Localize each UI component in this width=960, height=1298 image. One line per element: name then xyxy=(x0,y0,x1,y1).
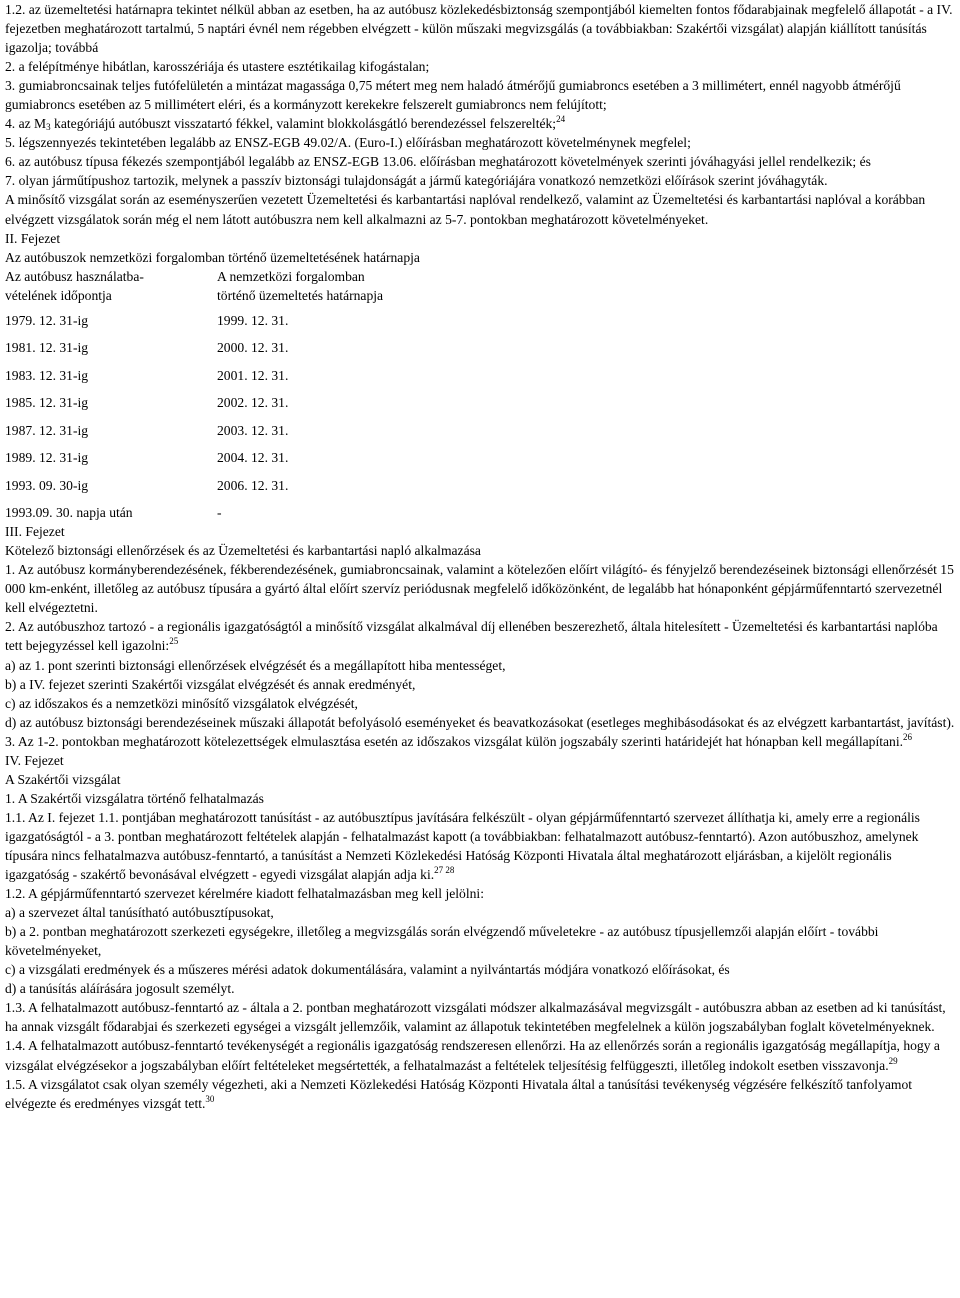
iv-1-5-text: 1.5. A vizsgálatot csak olyan személy végezheti, aki a Nemzeti Közlekedési Hatóság Központi Hivatala által a tanúsítási tevékenység végzésére felkészítő tanfolyamot elvégezte és eredményes vizsgát tett. xyxy=(5,1076,913,1111)
list-item-b: b) a 2. pontban meghatározott szerkezeti egységekre, illetőleg a megvizsgálás során elvégzendő műveletekre - az autóbusz típusjellemzői alapján előírt - további követelményeket, xyxy=(5,924,879,959)
table-row xyxy=(5,421,617,449)
chapter-ii-title: Az autóbuszok nemzetközi forgalomban történő üzemeltetésének határnapja xyxy=(5,249,420,265)
table-cell: 1993. 09. 30-ig xyxy=(5,477,89,493)
table-cell: 1985. 12. 31-ig xyxy=(5,395,89,411)
list-item-d: d) az autóbusz biztonsági berendezéseinek műszaki állapotát befolyásoló eseményeket és beavatkozásokat (esetleges meghibásodásokat és az elvégzett karbantartást, javítást). xyxy=(5,714,955,730)
paragraph-1-2: 1.2. az üzemeltetési határnapra tekintet nélkül abban az esetben, ha az autóbusz közlekedésbiztonság szempontjából kiemelten fontos fődarabjainak megfelelő állapotát - a IV. fejezetben meghatározott tartalmú, 5 naptári évnél nem régebben elvégzett - külön műszaki megvizsgálás (a továbbiakban: Szakértői vizsgálat) alapján kiállított tanúsítás igazolja; továbbá xyxy=(5,2,953,56)
paragraph-iv-1-3: 1.3. A felhatalmazott autóbusz-fenntartó az - általa a 2. pontban meghatározott vizsgálati módszer alkalmazásával megvizsgált - autóbuszra abban az esetben ad ki tanúsítást, ha annak vizsgált fődarabjai és szerkezeti egységei a vizsgált jellemzőik, valamint az állapotuk tekintetében megfelelnek a külön jogszabályban foglalt követelményeknek. xyxy=(5,1000,946,1035)
paragraph-iv-1-1 xyxy=(5,808,956,884)
chapter-iii-title: Kötelező biztonsági ellenőrzések és az Üzemeltetési és karbantartási napló alkalmazása xyxy=(5,543,481,559)
list-item-d: d) a tanúsítás aláírására jogosult személyt. xyxy=(5,981,235,997)
paragraph-iv-1-4 xyxy=(5,1036,956,1074)
iii-3-text: 3. Az 1-2. pontokban meghatározott kötelezettségek elmulasztása esetén az időszakos vizsgálat külön jogszabály szerinti határidejét hat hónapban kell megállapítani. xyxy=(5,733,904,749)
paragraph-iii-1: 1. Az autóbusz kormányberendezésének, fékberendezésének, gumiabroncsainak, valamint a kötelezően előírt világító- és fényjelző berendezéseinek biztonsági ellenőrzését 15 000 km-enként, illetőleg az autóbusz típusára a gyártó által előírt szervíz periódusnak megfelelő időközönként, de legalább hat hónaponként gépjárműfenntartó szervezetnél kell elvégeztetni. xyxy=(5,562,954,616)
footnote-ref-24: 24 xyxy=(556,114,566,125)
list-item-a: a) az 1. pont szerinti biztonsági ellenőrzések elvégzését és a megállapított hiba mentességet, xyxy=(5,657,506,673)
table-cell: 2000. 12. 31. xyxy=(217,340,289,356)
paragraph-qualification-note: A minősítő vizsgálat során az eseményszerűen vezetett Üzemeltetési és karbantartási naplóval rendelkező, valamint az Üzemeltetési és karbantartási naplóval a korábban elvégzett vizsgálatok során még el nem látott autóbuszra nem kell alkalmazni az 5-7. pontokban meghatározott követelményeket. xyxy=(5,192,926,227)
footnote-ref-25: 25 xyxy=(169,636,179,647)
footnote-ref-30: 30 xyxy=(205,1093,215,1104)
paragraph-iii-3 xyxy=(5,732,956,751)
header-col1-line1: Az autóbusz használatba- xyxy=(5,268,144,284)
table-cell: 1983. 12. 31-ig xyxy=(5,367,89,383)
table-cell: - xyxy=(217,505,222,521)
table-row xyxy=(5,311,617,339)
item4-text-end: kategóriájú autóbuszt visszatartó fékkel, valamint blokkolásgátló berendezéssel felszerelték; xyxy=(50,116,557,132)
iv-1-1-text: 1.1. Az I. fejezet 1.1. pontjában meghatározott tanúsítást - az autóbusztípus javítására felkészült - olyan gépjárműfenntartó szervezet állíthatja ki, amely erre a regionális igazgatóságtól - a 3. pontban meghatározott feltételek alapján - felhatalmazást kapott (a továbbiakban: felhatalmazott autóbusz-fenntartó). Azon autóbuszhoz, amelynek típusára nincs felhatalmazva autóbusz-fenntartó, a tanúsítást a Nemzeti Közlekedési Hatóság Központi Hivatala által meghatározott eljárásban, a kijelölt regionális igazgatóság - szakértő bevonásával elvégzett - egyedi vizsgálat alapján adja ki. xyxy=(5,809,920,883)
header-col2-line2: történő üzemeltetés határnapja xyxy=(217,287,384,303)
chapter-ii-heading: II. Fejezet xyxy=(5,230,61,246)
table-row xyxy=(5,393,617,421)
deadline-table xyxy=(5,267,617,523)
section-iv-1-heading: 1. A Szakértői vizsgálatra történő felhatalmazás xyxy=(5,790,264,806)
table-cell: 1981. 12. 31-ig xyxy=(5,340,89,356)
footnote-ref-26: 26 xyxy=(903,731,913,742)
table-cell: 2002. 12. 31. xyxy=(217,395,289,411)
table-cell: 1979. 12. 31-ig xyxy=(5,312,89,328)
table-cell: 2003. 12. 31. xyxy=(217,422,289,438)
paragraph-iv-1-5 xyxy=(5,1075,956,1113)
iv-1-4-text: 1.4. A felhatalmazott autóbusz-fenntartó tevékenységét a regionális igazgatóság rendszeresen ellenőrzi. Ha az ellenőrzés során a regionális igazgatóság megállapítja, hogy a vizsgálat elvégzésekor a jogszabályban előírt feltételeket megsértették, a felhatalmazást a feltételek teljesítésig felfüggeszti, illetőleg indokolt esetben visszavonja. xyxy=(5,1038,940,1073)
table-row xyxy=(5,476,617,504)
table-row xyxy=(5,448,617,476)
table-cell: 2004. 12. 31. xyxy=(217,450,289,466)
list-item-c: c) az időszakos és a nemzetközi minősítő vizsgálatok elvégzését, xyxy=(5,695,358,711)
header-col2-line1: A nemzetközi forgalomban xyxy=(217,268,365,284)
chapter-iii-heading: III. Fejezet xyxy=(5,524,65,540)
iii-2-text: 2. Az autóbuszhoz tartozó - a regionális igazgatóságtól a minősítő vizsgálat alkalmával díj ellenében beszerezhető, általa hitelesített - Üzemeltetési és karbantartási naplóba tett bejegyzéssel kell igazolni: xyxy=(5,619,938,654)
list-item-b: b) a IV. fejezet szerinti Szakértői vizsgálat elvégzését és annak eredményét, xyxy=(5,676,416,692)
paragraph-item-4 xyxy=(5,114,956,133)
footnote-ref-27-28: 27 28 xyxy=(434,865,455,876)
chapter-iv-heading: IV. Fejezet xyxy=(5,752,64,768)
table-cell: 1989. 12. 31-ig xyxy=(5,450,89,466)
table-header-cell xyxy=(5,267,217,311)
m3-subscript: 3 xyxy=(46,122,51,133)
paragraph-iii-2 xyxy=(5,617,956,655)
footnote-ref-29: 29 xyxy=(888,1055,898,1066)
paragraph-iv-1-2: 1.2. A gépjárműfenntartó szervezet kérelmére kiadott felhatalmazásban meg kell jelölni: xyxy=(5,886,484,902)
table-cell: 2006. 12. 31. xyxy=(217,477,289,493)
header-col1-line2: vételének időpontja xyxy=(5,287,112,303)
paragraph-item-2: 2. a felépítménye hibátlan, karosszériája és utastere esztétikailag kifogástalan; xyxy=(5,59,430,75)
list-item-a: a) a szervezet által tanúsítható autóbusztípusokat, xyxy=(5,905,274,921)
chapter-iv-title: A Szakértői vizsgálat xyxy=(5,771,121,787)
paragraph-item-3: 3. gumiabroncsainak teljes futófelületén a mintázat magassága 0,75 métert meg nem haladó átmérőjű gumiabroncs esetében a 3 millimétert, ennél nagyobb átmérőjű gumiabroncs esetében az 5 millimétert eléri, és a kormányzott kerekekre felszerelt gumiabroncs nem felújított; xyxy=(5,78,901,113)
table-cell: 2001. 12. 31. xyxy=(217,367,289,383)
table-header-cell xyxy=(217,267,617,311)
paragraph-item-5: 5. légszennyezés tekintetében legalább az ENSZ-EGB 49.02/A. (Euro-I.) előírásban meghatározott követelménynek megfelel; xyxy=(5,135,691,151)
table-row xyxy=(5,338,617,366)
table-cell: 1993.09. 30. napja után xyxy=(5,505,133,521)
table-cell: 1987. 12. 31-ig xyxy=(5,422,89,438)
table-header-row xyxy=(5,267,617,311)
table-cell: 1999. 12. 31. xyxy=(217,312,289,328)
paragraph-item-7: 7. olyan járműtípushoz tartozik, melynek a passzív biztonsági tulajdonságát a jármű kategóriájára vonatkozó nemzetközi előírások szerint jóváhagyták. xyxy=(5,173,828,189)
list-item-c: c) a vizsgálati eredmények és a műszeres mérési adatok dokumentálására, valamint a nyilvántartás módjára vonatkozó előírásokat, és xyxy=(5,962,730,978)
table-row xyxy=(5,503,617,522)
paragraph-item-6: 6. az autóbusz típusa fékezés szempontjából legalább az ENSZ-EGB 13.06. előírásban meghatározott követelmények szerinti jóváhagyási jellel rendelkezik; és xyxy=(5,154,871,170)
table-row xyxy=(5,366,617,394)
item4-text-start: 4. az M xyxy=(5,116,47,132)
